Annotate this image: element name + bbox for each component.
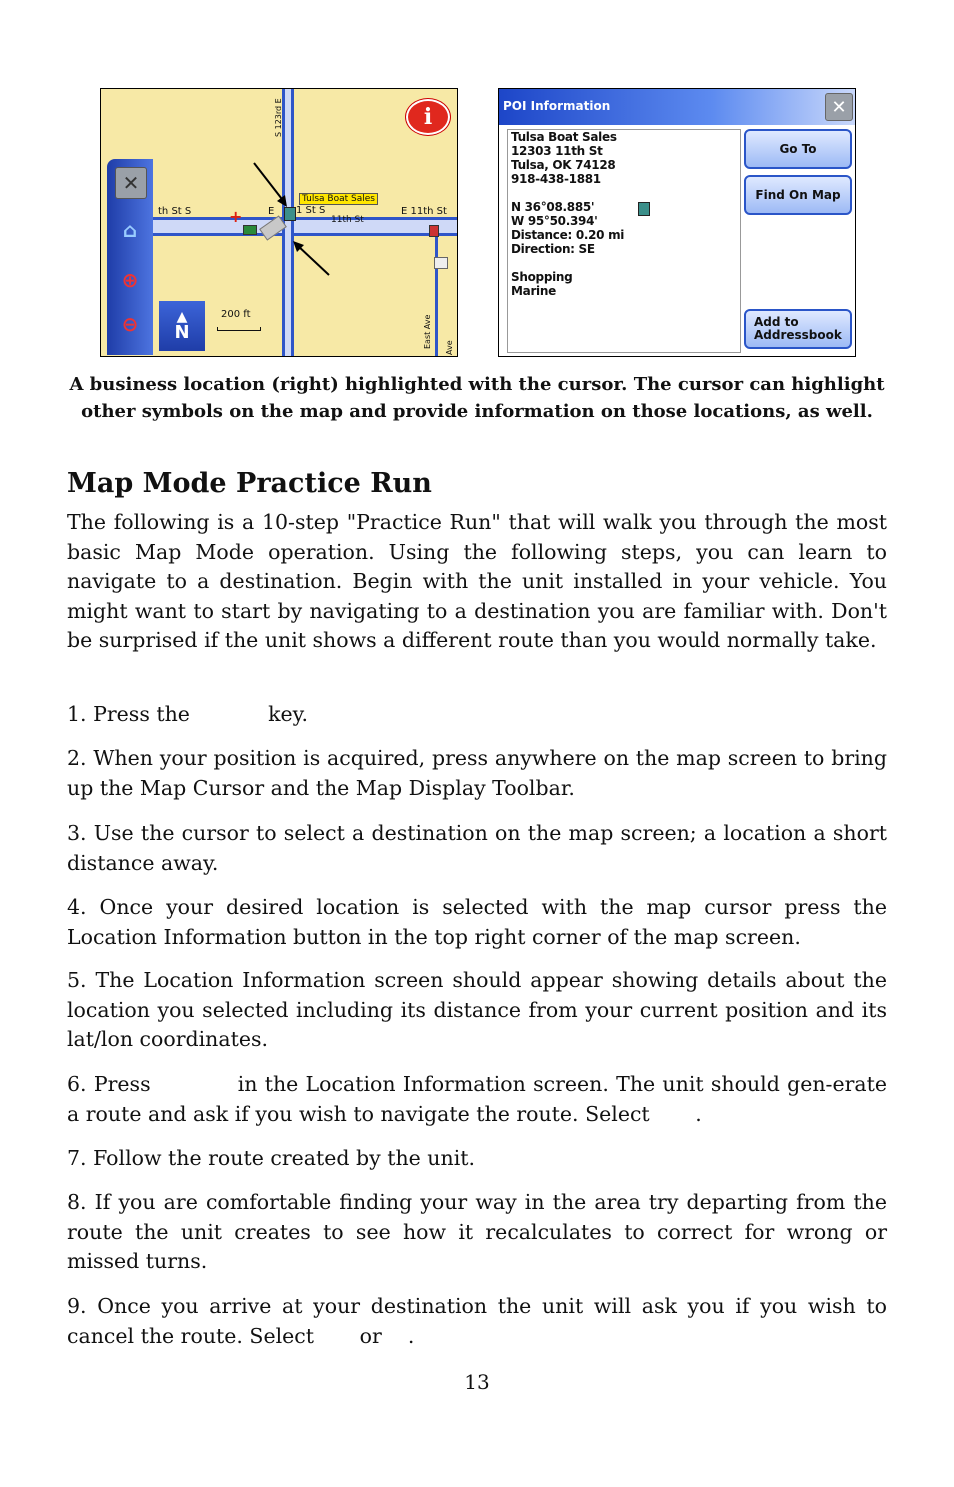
go-to-button[interactable] [744, 129, 852, 169]
business-label: Tulsa Boat Sales [299, 193, 378, 205]
poi-icon[interactable]: ⌂ [122, 218, 138, 242]
close-icon[interactable]: ✕ [825, 93, 853, 121]
poi-title: POI Information [503, 99, 611, 113]
poi-category-icon [638, 202, 650, 216]
step-9: 9. Once you arrive at your destination the unit will ask you if you wish to cancel the route. Select or . [67, 1294, 894, 1348]
street-label-e: E [268, 206, 275, 217]
add-to-addressbook-button[interactable] [744, 309, 852, 349]
poi-title-bar [499, 89, 855, 125]
map-screenshot [100, 88, 458, 357]
step-4: 4. Once your desired location is selected with the map cursor press the Location Information button in the top right corner of the map screen. [67, 895, 887, 949]
poi-line: 918-438-1881 [511, 172, 601, 186]
street-label-right: E 11th St [401, 206, 447, 217]
map-display-toolbar [107, 159, 153, 355]
cursor-arrows [101, 89, 457, 356]
find-on-map-button[interactable] [744, 175, 852, 215]
go-to-label: Go To [779, 141, 817, 156]
street-label-left: th St S [158, 206, 192, 217]
addressbook-label: Addressbook [754, 328, 842, 342]
info-icon[interactable]: i [406, 99, 450, 135]
poi-line: Tulsa Boat Sales [511, 130, 617, 144]
step-5: 5. The Location Information screen should appear showing details about the location you selected including its distance from your current position and its lat/lon coordinates. [67, 968, 887, 1052]
poi-line: Direction: SE [511, 242, 595, 256]
add-to-label: Add to [754, 315, 799, 329]
north-arrow-icon: ▲ N [159, 301, 205, 351]
page-number: 13 [464, 1370, 490, 1394]
step-3: 3. Use the cursor to select a destination on the map screen; a location a short distance away. [67, 821, 887, 875]
intro-paragraph: The following is a 10-step "Practice Run" that will walk you through the most basic Map Mode operation. Using the following steps, you can learn to navigate to a destination. Begin with the unit installed in your vehicle. You might want to start by navigating to a destination you are familiar with. Don't be surprised if the unit shows a different route than you would normally take. [67, 510, 887, 653]
poi-line: Tulsa, OK 74128 [511, 158, 616, 172]
find-on-map-label: Find On Map [755, 187, 841, 202]
poi-line: Shopping [511, 270, 573, 284]
poi-line: N 36°08.885' [511, 200, 595, 214]
figure-caption: A business location (right) highlighted with the cursor. The cursor can highlight other symbols on the map and provide information on those locations, as well. [69, 374, 885, 422]
street-label-vertical-bottom2: Ave [445, 340, 454, 355]
street-label-vertical-bottom: East Ave [423, 314, 432, 349]
zoom-in-icon[interactable]: ⊕ [121, 268, 139, 292]
poi-line: W 95°50.394' [511, 214, 598, 228]
scale-bar [217, 327, 261, 331]
poi-line: Distance: 0.20 mi [511, 228, 625, 242]
zoom-out-icon[interactable]: ⊖ [121, 312, 139, 336]
poi-line: Marine [511, 284, 556, 298]
hospital-icon: + [229, 207, 243, 226]
poi-line: 12303 11th St [511, 144, 603, 158]
poi-details-panel [507, 129, 741, 353]
step-2: 2. When your position is acquired, press anywhere on the map screen to bring up the Map Cursor and the Map Display Toolbar. [67, 746, 887, 800]
step-8: 8. If you are comfortable finding your way in the area try departing from the route the unit creates to see how it recalculates to correct for wrong or missed turns. [67, 1190, 887, 1274]
step-7: 7. Follow the route created by the unit. [67, 1146, 476, 1170]
scale-label: 200 ft [221, 309, 251, 320]
compass-label: N [174, 322, 190, 343]
step-1: 1. Press the key. [67, 702, 309, 726]
section-heading: Map Mode Practice Run [67, 468, 432, 499]
street-label-1st: 1 St S [296, 205, 326, 216]
close-icon[interactable]: ✕ [115, 167, 147, 199]
step-6: 6. Press in the Location Information screen. The unit should gen-erate a route and ask if you wish to navigate the route. Select . [67, 1072, 894, 1126]
poi-information-screenshot [498, 88, 856, 357]
street-label-vertical-top: S 123rd E [274, 98, 283, 137]
street-label-mid: 11th St [331, 215, 364, 225]
